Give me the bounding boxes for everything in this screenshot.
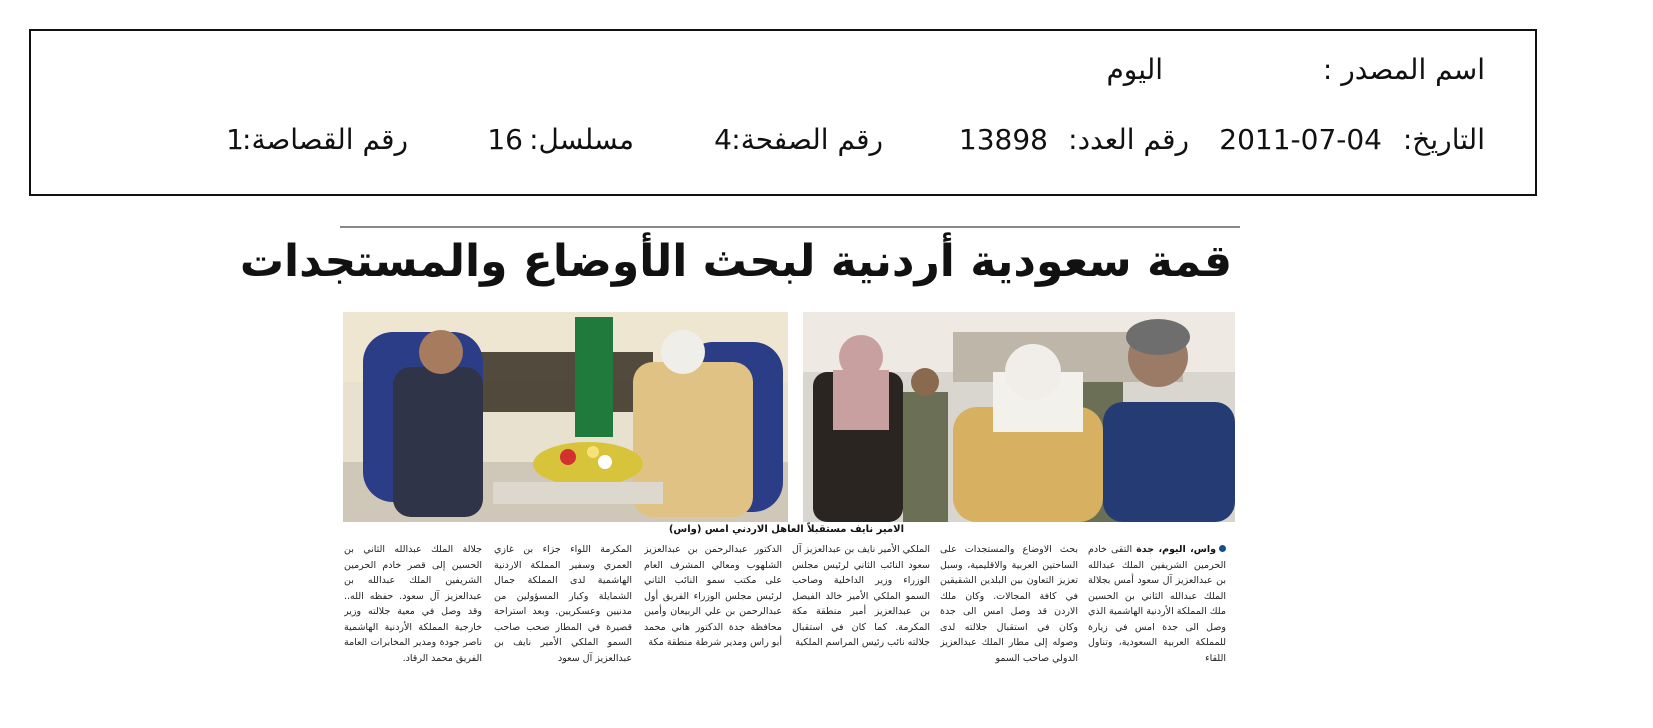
- article-headline: قمة سعودية أردنية لبحث الأوضاع والمستجدات: [239, 236, 1232, 287]
- issue-value: 13898: [958, 123, 1048, 156]
- article-dateline: واس، اليوم، جدة: [1136, 544, 1226, 555]
- serial-label: مسلسل:: [529, 123, 634, 156]
- bullet-icon: [1219, 545, 1226, 552]
- source-info-box: [29, 29, 1537, 196]
- source-label: اسم المصدر :: [1322, 53, 1485, 86]
- photo-meeting: [343, 312, 788, 522]
- source-value: اليوم: [1106, 53, 1163, 86]
- article-column-3: الملكي الأمير نايف بن عبدالعزيز آل سعود النائب الثاني لرئيس مجلس الوزراء وزير الداخلية وصاحب السمو الملكي الأمير خالد الفيصل بن عبدالعزيز أمير منطقة مكة المكرمة. كما كان في استقبال جلالته نائب رئيس المراسم الملكية: [792, 544, 930, 648]
- clip-label: رقم القصاصة:: [242, 123, 408, 156]
- article-column-2: بحث الاوضاع والمستجدات على الساحتين العربية والاقليمية، وسبل تعزيز التعاون بين البلدين الشقيقين في كافة المجالات. وكان ملك الاردن قد وصل امس الى جدة وكان في استقبال جلالته لدى وصوله إلى مطار الملك عبدالعزيز الدولي صاحب السمو: [940, 544, 1078, 664]
- photo-arrival: [803, 312, 1235, 522]
- article-column-6: جلالة الملك عبدالله الثاني بن الحسين إلى قصر خادم الحرمين الشريفين الملك عبدالله بن عبدالعزيز آل سعود. حفظه الله.. وقد وصل في معية جلالته وزير خارجية المملكة الأردنية الهاشمية ناصر جودة ومدير المخابرات العامة الفريق محمد الرقاد.: [344, 544, 482, 664]
- column-text: التقى خادم الحرمين الشريفين الملك عبدالله بن عبدالعزيز آل سعود أمس بجلالة الملك عبدالله الثاني بن الحسين ملك المملكة الأردنية الهاشمية الذي وصل الى جدة امس في زيارة للمملكة العربية السعودية، وتناول اللقاء: [1088, 544, 1226, 664]
- article-column-4: الدكتور عبدالرحمن بن عبدالعزيز الشلهوب ومعالي المشرف العام على مكتب سمو النائب الثاني لرئيس مجلس الوزراء الفريق أول عبدالرحمن بن علي الربيعان وأمين محافظة جدة الدكتور هاني محمد أبو راس ومدير شرطة منطقة مكة: [644, 544, 782, 648]
- issue-label: رقم العدد:: [1068, 123, 1189, 156]
- article-column-5: المكرمة اللواء جزاء بن غازي العمري وسفير المملكة الاردنية الهاشمية لدى المملكة جمال الشمايلة وكبار المسؤولين من مدنيين وعسكريين. وبعد استراحة قصيرة في المطار صحب صاحب السمو الملكي الأمير نايف بن عبدالعزيز آل سعود: [494, 544, 632, 664]
- top-rule: [340, 226, 1240, 228]
- clip-value: 1: [226, 123, 244, 156]
- article-clipping: [239, 226, 1240, 676]
- article-column-1: [1088, 542, 1226, 676]
- date-label: التاريخ:: [1402, 123, 1485, 156]
- page-label: رقم الصفحة:: [731, 123, 883, 156]
- date-value: 2011-07-04: [1219, 123, 1382, 156]
- page-value: 4: [714, 123, 732, 156]
- photo-caption: الامير نايف مستقبلاً العاهل الاردني امس (واس): [668, 524, 904, 535]
- serial-value: 16: [487, 123, 523, 156]
